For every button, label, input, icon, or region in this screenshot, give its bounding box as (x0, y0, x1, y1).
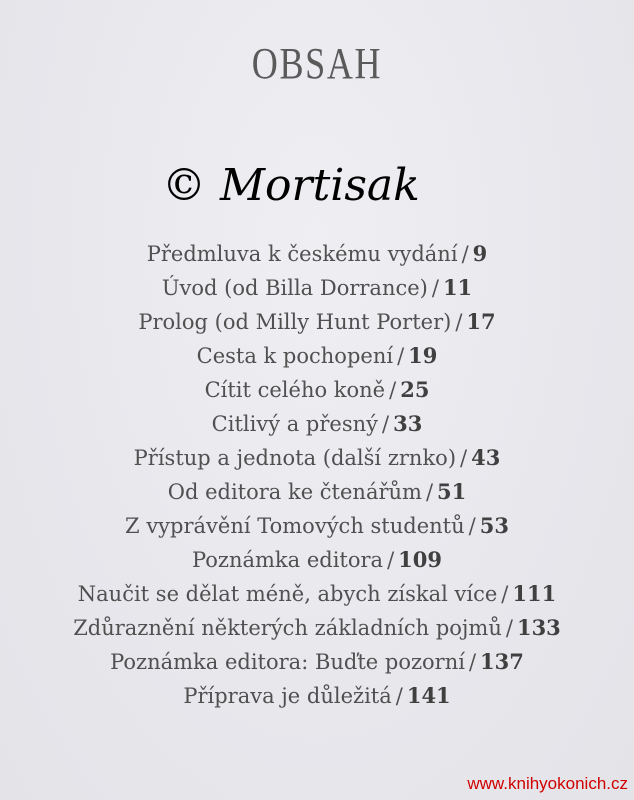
toc-entry (0, 475, 634, 509)
toc-entry-title: Příprava je důležitá (183, 684, 392, 708)
toc-separator: / (468, 514, 476, 538)
toc-separator: / (382, 412, 390, 436)
toc-entry-title: Poznámka editora (191, 548, 384, 572)
toc-entry-title: Citlivý a přesný (211, 412, 379, 436)
toc-entry-title: Od editora ke čtenářům (167, 480, 422, 504)
toc-entry (0, 509, 634, 543)
toc-entry-title: Naučit se dělat méně, abych získal více (77, 582, 498, 606)
toc-page-number: 111 (512, 581, 557, 606)
toc-entry (0, 543, 634, 577)
source-url-watermark: www.knihyokonich.cz (467, 774, 628, 793)
toc-separator: / (501, 582, 509, 606)
toc-separator: / (431, 276, 439, 300)
toc-entry (0, 441, 634, 475)
toc-entry-title: Zdůraznění některých základních pojmů (73, 616, 502, 640)
toc-page-number: 25 (400, 377, 430, 402)
toc-entry (0, 305, 634, 339)
toc-entry (0, 611, 634, 645)
toc-separator: / (397, 344, 405, 368)
toc-page-number: 141 (406, 683, 451, 708)
toc-page-number: 133 (516, 615, 561, 640)
toc-entry-title: Předmluva k českému vydání (146, 242, 458, 266)
copyright-watermark: © Mortisak (162, 160, 420, 211)
toc-page-number: 53 (479, 513, 509, 538)
toc-entry-title: Prolog (od Milly Hunt Porter) (138, 310, 452, 334)
toc-entry-title: Cesta k pochopení (196, 344, 394, 368)
toc-entry (0, 407, 634, 441)
toc-entry (0, 577, 634, 611)
toc-separator: / (425, 480, 434, 504)
toc-separator: / (455, 310, 463, 334)
table-of-contents (0, 237, 634, 713)
toc-entry-title: Přístup a jednota (další zrnko) (133, 446, 457, 470)
toc-separator: / (460, 446, 468, 470)
page-title: OBSAH (251, 39, 383, 88)
toc-separator: / (468, 650, 477, 674)
toc-entry-title: Cítit celého koně (204, 378, 386, 402)
toc-page-number: 109 (398, 547, 442, 572)
toc-separator: / (461, 242, 469, 266)
toc-page-number: 33 (393, 411, 423, 436)
toc-page-number: 9 (472, 241, 488, 266)
toc-entry-title: Poznámka editora: Buďte pozorní (110, 650, 465, 674)
toc-entry (0, 339, 634, 373)
toc-page-number: 51 (437, 479, 467, 504)
toc-page-number: 137 (480, 649, 524, 674)
toc-separator: / (387, 548, 395, 572)
toc-entry (0, 271, 634, 305)
toc-page-number: 17 (466, 309, 496, 334)
toc-entry (0, 645, 634, 679)
toc-entry (0, 237, 634, 271)
toc-separator: / (505, 616, 513, 640)
toc-entry-title: Z vyprávění Tomových studentů (125, 514, 465, 538)
toc-page-number: 43 (471, 445, 501, 470)
toc-page-number: 11 (442, 275, 473, 300)
toc-separator: / (395, 684, 403, 708)
toc-separator: / (389, 378, 397, 402)
toc-entry (0, 679, 634, 713)
toc-entry-title: Úvod (od Billa Dorrance) (161, 276, 428, 300)
toc-page-number: 19 (408, 343, 438, 368)
toc-entry (0, 373, 634, 407)
